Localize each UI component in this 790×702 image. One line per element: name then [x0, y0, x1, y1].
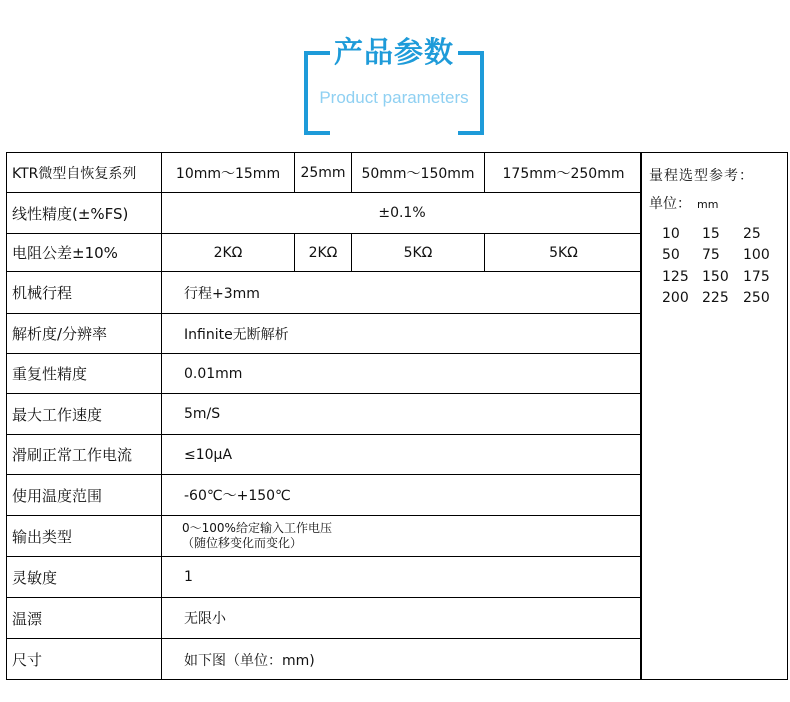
row-label: 电阻公差±10% — [7, 234, 162, 271]
range-value: 175 — [743, 268, 770, 285]
table-row — [7, 475, 642, 516]
page-title: 产品参数 — [304, 34, 484, 70]
range-cell: 25mm — [295, 153, 352, 192]
row-value: 如下图（单位：mm) — [184, 652, 315, 669]
row-value — [162, 516, 642, 556]
row-value: 1 — [184, 569, 193, 585]
resistance-cell: 2KΩ — [295, 234, 352, 271]
range-grid-row — [662, 223, 783, 245]
row-value: -60℃～+150℃ — [184, 488, 291, 504]
row-label: 温漂 — [7, 598, 162, 638]
row-value: 5m/S — [184, 406, 221, 422]
output-line-1: 0～100%给定输入工作电压 — [182, 521, 332, 535]
row-value: Infinite无断解析 — [184, 326, 289, 343]
table-row — [7, 234, 642, 272]
range-value: 250 — [743, 290, 770, 307]
table-row — [7, 639, 642, 680]
row-label: 输出类型 — [7, 516, 162, 556]
row-value: ±0.1% — [378, 205, 426, 221]
resistance-cell: 5KΩ — [549, 244, 578, 261]
row-value: ≤10μA — [184, 446, 233, 463]
range-reference-unit — [649, 193, 718, 213]
row-label: 最大工作速度 — [7, 394, 162, 434]
table-row — [7, 516, 642, 557]
range-value: 50 — [662, 247, 680, 264]
spec-table — [6, 152, 641, 680]
row-value: 0.01mm — [184, 365, 243, 382]
table-row — [7, 314, 642, 354]
range-value: 200 — [662, 290, 689, 307]
range-grid-row — [662, 245, 783, 267]
table-head-label: KTR微型自恢复系列 — [7, 153, 162, 192]
row-value: 无限小 — [184, 611, 226, 627]
range-grid-row — [662, 288, 783, 310]
row-label: 解析度/分辨率 — [7, 314, 162, 353]
row-label: 灵敏度 — [7, 557, 162, 597]
resistance-cell: 2KΩ — [162, 234, 295, 271]
table-row — [7, 435, 642, 475]
row-label: 重复性精度 — [7, 354, 162, 393]
table-head-row — [7, 153, 642, 193]
unit-value: mm — [697, 198, 719, 211]
row-value: 行程+3mm — [184, 285, 260, 302]
range-value: 25 — [743, 225, 761, 242]
range-value: 125 — [662, 268, 689, 285]
table-row — [7, 272, 642, 314]
output-line-2: （随位移变化而变化） — [182, 536, 303, 550]
resistance-cell: 5KΩ — [352, 234, 485, 271]
range-value: 225 — [702, 290, 729, 307]
row-label: 使用温度范围 — [7, 475, 162, 515]
range-reference-panel — [641, 152, 788, 680]
range-value: 10 — [662, 225, 680, 242]
row-label: 线性精度(±%FS) — [7, 193, 162, 233]
unit-label: 单位： — [649, 196, 691, 212]
table-row — [7, 354, 642, 394]
range-value: 75 — [702, 247, 720, 264]
range-cell: 10mm～15mm — [162, 153, 295, 192]
page-subtitle: Product parameters — [319, 88, 469, 107]
table-row — [7, 598, 642, 639]
row-label: 尺寸 — [7, 639, 162, 680]
range-value: 15 — [702, 225, 720, 242]
row-label: 机械行程 — [7, 272, 162, 313]
range-value: 100 — [743, 247, 770, 264]
table-row — [7, 557, 642, 598]
range-cell: 175mm～250mm — [502, 165, 625, 182]
range-value: 150 — [702, 268, 729, 285]
range-grid — [662, 223, 783, 309]
range-grid-row — [662, 266, 783, 288]
range-cell: 50mm～150mm — [352, 153, 485, 192]
table-row — [7, 394, 642, 435]
range-reference-title: 量程选型参考： — [649, 168, 754, 184]
table-row — [7, 193, 642, 234]
row-label: 滑刷正常工作电流 — [7, 435, 162, 474]
